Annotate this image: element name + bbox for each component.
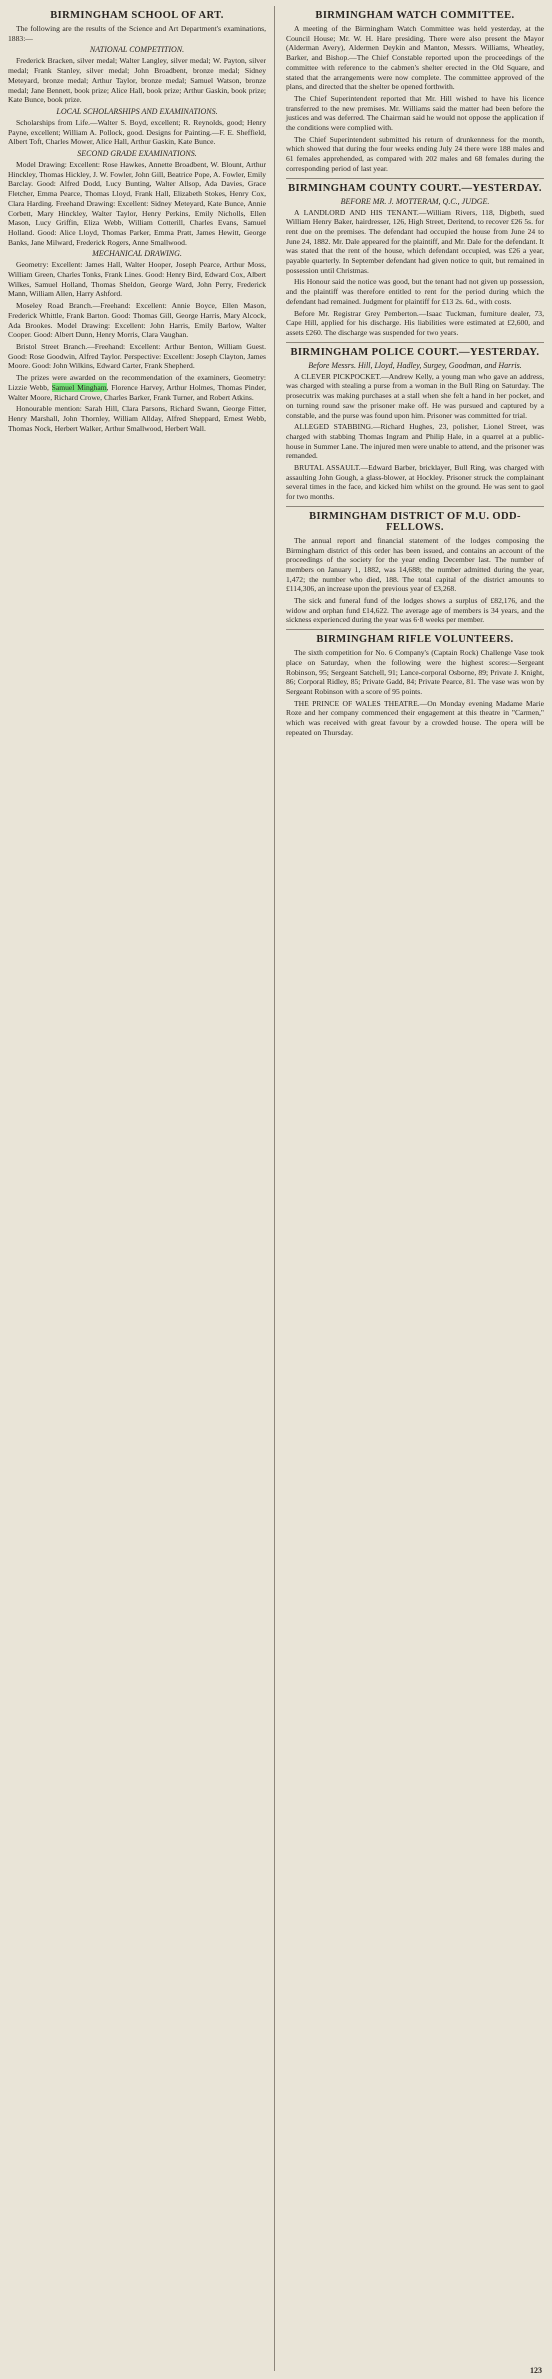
national-competition-subhead: NATIONAL COMPETITION. — [89, 45, 185, 55]
column-divider — [274, 6, 275, 2371]
police-court-subhead: Before Messrs. Hill, Lloyd, Hadley, Surgey, Goodman, and Harris. — [308, 360, 522, 370]
honourable-mention-text: Honourable mention: Sarah Hill, Clara Parsons, Richard Swann, George Fitter, Henry Marshall, John Thornley, William Allday, Alfred Sheppard, Ernest Webb, Thomas Nock, Herbert Walker, Arthur Smallwood, Herbert Wall. — [8, 404, 266, 433]
county-court-subhead: BEFORE MR. J. MOTTERAM, Q.C., JUDGE. — [340, 196, 490, 206]
mechanical-drawing-subhead: MECHANICAL DRAWING. — [92, 249, 182, 259]
oddfellows-para-1: The annual report and financial statement of the lodges composing the Birmingham district of this order has been issued, and contains an account of the proceedings of the society for the year ending December last. The number of members on January 1, 1882, was 14,688; the number admitted during the year, 1,472; the number who died, 188. The total capital of the district amounts to £114,306, an increase upon the previous year of £3,268. — [286, 535, 544, 594]
highlighted-name: Samuel Mingham — [51, 382, 107, 392]
watch-committee-para-3: The Chief Superintendent submitted his return of drunkenness for the month, which showed that during the four weeks ending July 24 there were 188 males and 61 females apprehended, as compared with 202 males and 68 females during the corresponding period of last year. — [286, 134, 544, 173]
second-grade-text: Model Drawing: Excellent: Rose Hawkes, Annette Broadbent, W. Blount, Arthur Hinckley, Thomas Hickley, J. W. Fowler, John Gill, Beatrice Pope, A. Fowler, Emily Barclay. Good: Alfred Dodd, Lucy Bunting, Walter Allsop, Ada Davies, Grace Fletcher, Emma Pearce, Thomas Lloyd, Frank Hall, Elizabeth Stokes, Henry Cox, Clara Harding. Freehand Drawing: Excellent: Sidney Meteyard, Kate Bunce, Annie Corbett, Mary Hinckley, Walter Taylor, Henry Perkins, Emily Nicholls, Ellen Mason, Lucy Griffin, Eliza Webb, William Cotterill, Charles Evans, Samuel Holland. Good: Alice Lloyd, Thomas Parker, Emma Pratt, James Hewitt, George Banks, Jane Milward, Frederick Rogers, Anne Smallwood. — [8, 160, 266, 247]
section-divider — [286, 342, 544, 343]
geometry-text: Geometry: Excellent: James Hall, Walter Hooper, Joseph Pearce, Arthur Moss, William Green, Charles Tonks, Frank Lines. Good: Henry Bird, Edward Cox, Albert Wilkes, Samuel Holland, Thomas Sheldon, George Ward, John Perry, Frederick Mann, William Allen, Harry Ashford. — [8, 260, 266, 299]
oddfellows-heading: BIRMINGHAM DISTRICT OF M.U. ODD-FELLOWS. — [309, 510, 521, 533]
local-examinations-text: Scholarships from Life.—Walter S. Boyd, excellent; R. Reynolds, good; Henry Payne, excellent; William A. Pollock, good. Designs for Painting.—F. E. Sheffield, Albert Toft, Charles Mower, Alice Hall, Arthur Gaskin, Kate Bunce. — [8, 117, 266, 147]
police-court-heading: BIRMINGHAM POLICE COURT.—YESTERDAY. — [290, 346, 540, 358]
watch-committee-heading: BIRMINGHAM WATCH COMMITTEE. — [315, 10, 515, 21]
right-column — [286, 8, 544, 739]
school-of-art-intro: The following are the results of the Science and Art Department's examinations, 1883:— — [8, 24, 266, 43]
section-divider — [286, 506, 544, 507]
theatre-para: THE PRINCE OF WALES THEATRE.—On Monday evening Madame Marie Roze and her company commenced their engagement at this theatre in "Carmen," which was received with great favour by a crowded house. The opera will be repeated on Thursday. — [286, 698, 544, 737]
county-court-heading: BIRMINGHAM COUNTY COURT.—YESTERDAY. — [288, 182, 542, 194]
highlight-prefix: The prizes were awarded on the recommendation of the examiners, Geometry: Lizzie Webb, — [8, 373, 266, 392]
moseley-branch-text: Moseley Road Branch.—Freehand: Excellent: Annie Boyce, Ellen Mason, Frederick Whittle, Frank Barton. Good: Thomas Gill, George Harris, Mary Alcock, Ada Brookes. Model Drawing: Excellent: John Harris, Emily Barlow, Walter Cooper. Good: Albert Dunn, Henry Morris, Clara Vaughan. — [8, 301, 266, 340]
county-court-para-1: A LANDLORD AND HIS TENANT.—William Rivers, 118, Digbeth, sued William Henry Baker, hairdresser, 126, High Street, Deritend, to recover £26 5s. for rent due on the premises. The defendant had occupied the house from June 24 to June 24, 1882. Mr. Dale appeared for the plaintiff, and Mr. Dale for the defendant. It was stated that the rent of the house, which defendant occupied, was £26 a year, payable quarterly. In September defendant had given notice to quit, but remained in possession until Christmas. — [286, 207, 544, 275]
police-court-para-1: A CLEVER PICKPOCKET.—Andrew Kelly, a young man who gave an address, was charged with stealing a purse from a woman in the Bull Ring on Saturday. The prosecutrix was making purchases at a stall when she felt a hand in her pocket, and on turning round saw the prisoner make off. He was pursued and captured by a constable, and the purse was found upon him. Prisoner was committed for trial. — [286, 371, 544, 420]
county-court-para-3: Before Mr. Registrar Grey Pemberton.—Isaac Tuckman, furniture dealer, 73, Cape Hill, applied for his discharge. His liabilities were estimated at £2,600, and assets £260. The discharge was suspended for two years. — [286, 308, 544, 337]
national-competition-text: Frederick Bracken, silver medal; Walter Langley, silver medal; W. Payton, silver medal; Frank Stanley, silver medal; John Broadbent, bronze medal; Sidney Meteyard, bronze medal; Arthur Taylor, bronze medal; Samuel Watson, bronze medal; Jane Bennett, book prize; Alice Hall, book prize; Arthur Gaskin, book prize; Kate Bunce, book prize. — [8, 56, 266, 105]
county-court-para-2: His Honour said the notice was good, but the tenant had not given up possession, and the plaintiff was therefore entitled to rent for the period during which the defendant had remained. Judgment for plaintiff for £13 2s. 6d., with costs. — [286, 277, 544, 306]
bristol-branch-text: Bristol Street Branch.—Freehand: Excellent: Arthur Benton, William Guest. Good: Rose Goodwin, Alfred Taylor. Perspective: Excellent: Joseph Clayton, James Moore. Good: John Wilkins, Edward Carter, Frank Shepherd. — [8, 341, 266, 371]
oddfellows-para-2: The sick and funeral fund of the lodges shows a surplus of £82,176, and the widow and orphan fund £14,622. The average age of members is 34 years, and the sickness experienced during the year was 6·8 weeks per member. — [286, 596, 544, 625]
police-court-para-2: ALLEGED STABBING.—Richard Hughes, 23, polisher, Lionel Street, was charged with stabbing Thomas Ingram and Philip Hale, in a quarrel at a public-house in Summer Lane. The injured men were unable to attend, and the prisoner was remanded. — [286, 422, 544, 461]
section-divider — [286, 178, 544, 179]
police-court-para-3: BRUTAL ASSAULT.—Edward Barber, bricklayer, Bull Ring, was charged with assaulting John Gough, a glass-blower, at Hockley. Prisoner struck the complainant several times in the face, and kicked him whilst on the ground. He was sent to gaol for two months. — [286, 463, 544, 502]
local-examinations-subhead: LOCAL SCHOLARSHIPS AND EXAMINATIONS. — [56, 106, 218, 116]
rifle-volunteers-heading: BIRMINGHAM RIFLE VOLUNTEERS. — [316, 634, 514, 646]
watch-committee-para-1: A meeting of the Birmingham Watch Committee was held yesterday, at the Council House; Mr. W. H. Hare presiding. There were also present the Mayor (Alderman Avery), Aldermen Deykin and Manton, Messrs. Williams, Wheatley, Barker, and Bishop.—The Chief Constable reported upon the proceedings of the committee with reference to the cabmen's shelter erected in the Old Square, and stated that the arrangements were now complete. The committee approved of the plans, and directed that the shelter be opened forthwith. — [286, 24, 544, 92]
rifle-volunteers-para-1: The sixth competition for No. 6 Company's (Captain Rock) Challenge Vase took place on Saturday, when the following were the highest scores:—Sergeant Robinson, 95; Sergeant Satchell, 91; Lance-corporal Osborne, 89; Private J. Knight, 86; Corporal Ridley, 85; Private Gadd, 84; Private Pearce, 81. The vase was won by Sergeant Robinson with a score of 95 points. — [286, 648, 544, 696]
highlighted-paragraph — [8, 373, 266, 402]
watch-committee-para-2: The Chief Superintendent reported that Mr. Hill wished to have his licence transferred to the new premises. Mr. Williams said the matter had been before the justices and was deferred. The Chairman said he would not oppose the application if the conditions were complied with. — [286, 93, 544, 133]
second-grade-subhead: SECOND GRADE EXAMINATIONS. — [77, 149, 197, 159]
highlight-suffix: , Florence Harvey, Arthur Holmes, Thomas Pinder, Walter Moore, Richard Crowe, Charles Barker, Frank Turner, and Robert Atkins. — [8, 382, 267, 402]
page-number: 123 — [530, 2366, 542, 2375]
section-divider — [286, 629, 544, 630]
left-column — [8, 8, 266, 435]
school-of-art-heading: BIRMINGHAM SCHOOL OF ART. — [50, 10, 224, 21]
